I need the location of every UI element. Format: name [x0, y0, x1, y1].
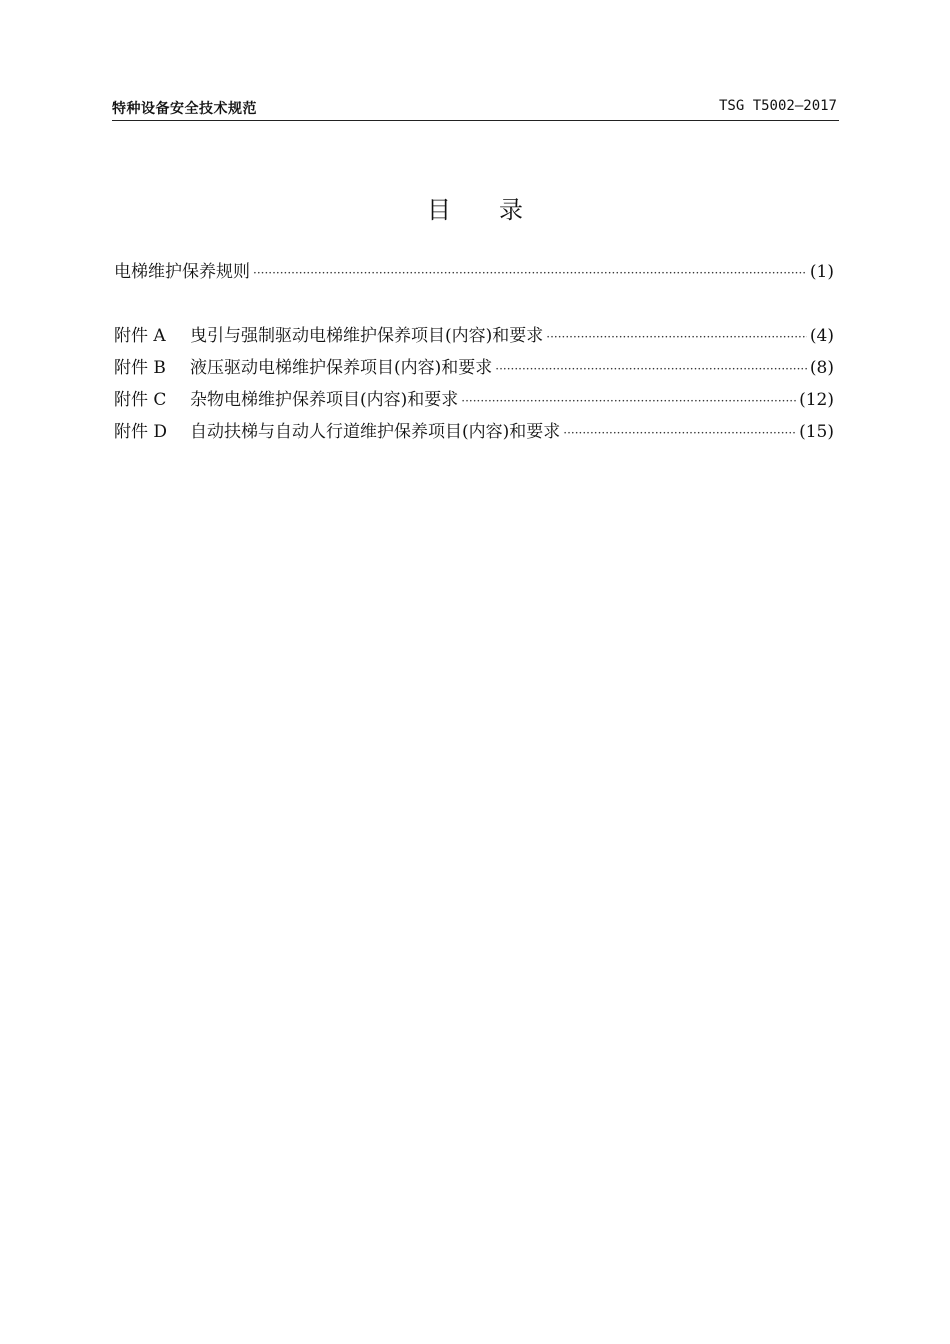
toc-entry-label: 杂物电梯维护保养项目(内容)和要求	[190, 390, 459, 410]
toc-entry-label: 曳引与强制驱动电梯维护保养项目(内容)和要求	[190, 326, 544, 346]
toc-entry-page: (4)	[809, 326, 834, 346]
toc-entry-page: (8)	[809, 358, 834, 378]
toc-dot-leader	[546, 324, 807, 350]
toc-entry-prefix: 附件 C	[114, 390, 167, 410]
toc-dot-leader	[563, 420, 796, 446]
toc-entry-appendix-b[interactable]	[114, 355, 834, 381]
toc-entry-label: 电梯维护保养规则	[114, 262, 250, 282]
toc-entry-main[interactable]	[114, 259, 834, 285]
toc-dot-leader	[461, 388, 796, 414]
toc-entry-prefix: 附件 A	[114, 326, 166, 346]
toc-entry-label: 液压驱动电梯维护保养项目(内容)和要求	[190, 358, 493, 378]
page-title: 目录	[427, 196, 571, 224]
toc-entry-appendix-d[interactable]	[114, 419, 834, 445]
toc-entry-page: (1)	[809, 262, 834, 282]
toc-entry-label: 自动扶梯与自动人行道维护保养项目(内容)和要求	[190, 422, 561, 442]
header-document-code: TSG T5002—2017	[718, 98, 837, 114]
page-header	[112, 96, 839, 121]
header-document-series: 特种设备安全技术规范	[112, 101, 257, 117]
toc-dot-leader	[253, 260, 807, 286]
toc-entry-prefix: 附件 D	[114, 422, 168, 442]
toc-dot-leader	[495, 356, 807, 382]
toc-entry-page: (12)	[799, 390, 834, 410]
toc-entry-appendix-a[interactable]	[114, 323, 834, 349]
toc-entry-appendix-c[interactable]	[114, 387, 834, 413]
toc-entry-prefix: 附件 B	[114, 358, 166, 378]
toc-entry-page: (15)	[799, 422, 834, 442]
